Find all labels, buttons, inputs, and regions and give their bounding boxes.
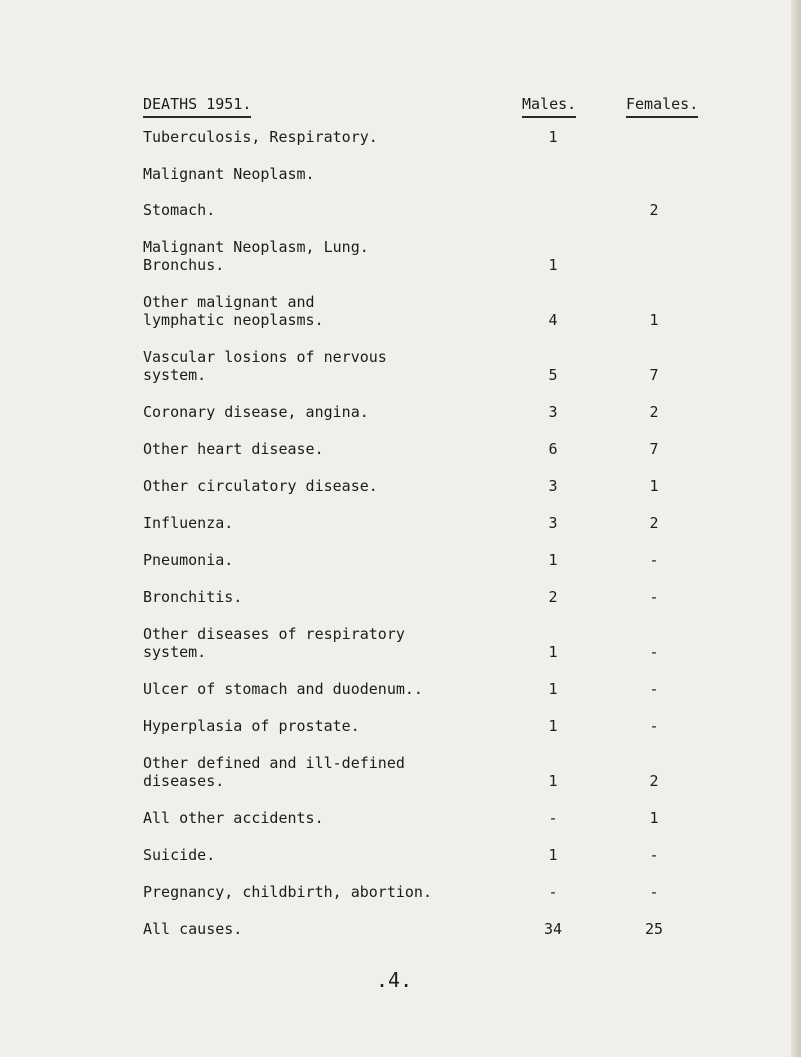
females-count: - [649, 717, 659, 735]
cause-label-line: Suicide. [143, 846, 216, 864]
table-row [143, 348, 703, 384]
cause-label [143, 717, 703, 735]
males-count: 1 [548, 772, 558, 790]
cause-label [143, 551, 703, 569]
cause-label-line: Other defined and ill-defined [143, 754, 405, 772]
females-count: 2 [649, 403, 659, 421]
females-count: 7 [649, 440, 659, 458]
males-count: 6 [548, 440, 558, 458]
females-column-header [626, 95, 698, 118]
table-row [143, 920, 703, 938]
cause-label-line: All causes. [143, 920, 243, 938]
table-row [143, 403, 703, 421]
table-row [143, 514, 703, 532]
table-row [143, 588, 703, 606]
males-count: 1 [548, 128, 558, 146]
table-row [143, 293, 703, 329]
table-row [143, 128, 703, 146]
cause-label-line [143, 183, 703, 201]
cause-label-line: Other diseases of respiratory [143, 625, 405, 643]
males-count: 3 [548, 403, 558, 421]
table-row [143, 238, 703, 274]
cause-label-line: Influenza. [143, 514, 234, 532]
table-row [143, 165, 703, 219]
cause-label-line: diseases. [143, 772, 225, 790]
males-count: 1 [548, 256, 558, 274]
cause-label-line: Pregnancy, childbirth, abortion. [143, 883, 432, 901]
females-count: - [649, 551, 659, 569]
table-row [143, 846, 703, 864]
table-row [143, 717, 703, 735]
females-count: - [649, 680, 659, 698]
females-count: 1 [649, 311, 659, 329]
cause-label [143, 588, 703, 606]
cause-label-line: Bronchitis. [143, 588, 243, 606]
females-count: 2 [649, 514, 659, 532]
cause-label-line: Malignant Neoplasm. [143, 165, 315, 183]
males-count: - [548, 883, 558, 901]
cause-label [143, 128, 703, 146]
females-count: - [649, 588, 659, 606]
cause-label [143, 348, 703, 384]
cause-label [143, 514, 703, 532]
table-title [143, 95, 251, 118]
females-count: 2 [649, 772, 659, 790]
females-count: 1 [649, 477, 659, 495]
males-count: 1 [548, 717, 558, 735]
table-row [143, 809, 703, 827]
cause-label-line: lymphatic neoplasms. [143, 311, 324, 329]
males-count: 34 [543, 920, 563, 938]
cause-label-line: Other circulatory disease. [143, 477, 378, 495]
males-count: 1 [548, 680, 558, 698]
females-count: 2 [649, 201, 659, 219]
cause-label-line: Hyperplasia of prostate. [143, 717, 360, 735]
cause-label-line: Stomach. [143, 201, 216, 219]
cause-label [143, 846, 703, 864]
cause-label [143, 238, 703, 274]
cause-label [143, 680, 703, 698]
males-column-header [522, 95, 576, 118]
table-row [143, 625, 703, 661]
page-number: .4. [376, 968, 413, 992]
table-row [143, 551, 703, 569]
males-count: 5 [548, 366, 558, 384]
cause-label-line: All other accidents. [143, 809, 324, 827]
cause-label [143, 477, 703, 495]
table-row [143, 754, 703, 790]
cause-label-line: Malignant Neoplasm, Lung. [143, 238, 369, 256]
cause-label-line: Tuberculosis, Respiratory. [143, 128, 378, 146]
table-row [143, 477, 703, 495]
table-title-text: DEATHS 1951. [143, 95, 252, 113]
cause-label [143, 165, 703, 219]
males-count: - [548, 809, 558, 827]
cause-label-line: system. [143, 366, 207, 384]
males-count: 4 [548, 311, 558, 329]
cause-label [143, 403, 703, 421]
females-header-underline [626, 116, 698, 118]
page-edge [791, 0, 801, 1057]
cause-label [143, 625, 703, 661]
table-row [143, 883, 703, 901]
females-count: 1 [649, 809, 659, 827]
cause-label-line: Coronary disease, angina. [143, 403, 369, 421]
table-row [143, 680, 703, 698]
deaths-table [143, 128, 703, 957]
cause-label [143, 754, 703, 790]
females-count: 25 [644, 920, 664, 938]
females-count: - [649, 883, 659, 901]
males-count: 3 [548, 514, 558, 532]
cause-label [143, 293, 703, 329]
males-count: 1 [548, 643, 558, 661]
cause-label-line: Other heart disease. [143, 440, 324, 458]
males-count: 2 [548, 588, 558, 606]
females-header-text: Females. [626, 95, 699, 113]
cause-label [143, 440, 703, 458]
table-row [143, 440, 703, 458]
females-count: 7 [649, 366, 659, 384]
males-count: 3 [548, 477, 558, 495]
cause-label [143, 920, 703, 938]
cause-label-line: Bronchus. [143, 256, 225, 274]
cause-label-line: Pneumonia. [143, 551, 234, 569]
title-underline [143, 116, 251, 118]
cause-label-line: system. [143, 643, 207, 661]
cause-label [143, 883, 703, 901]
males-count: 1 [548, 846, 558, 864]
cause-label-line: Ulcer of stomach and duodenum.. [143, 680, 423, 698]
cause-label-line: Vascular losions of nervous [143, 348, 387, 366]
cause-label-line: Other malignant and [143, 293, 315, 311]
females-count: - [649, 643, 659, 661]
males-header-text: Males. [522, 95, 577, 113]
males-count: 1 [548, 551, 558, 569]
cause-label [143, 809, 703, 827]
females-count: - [649, 846, 659, 864]
males-header-underline [522, 116, 576, 118]
